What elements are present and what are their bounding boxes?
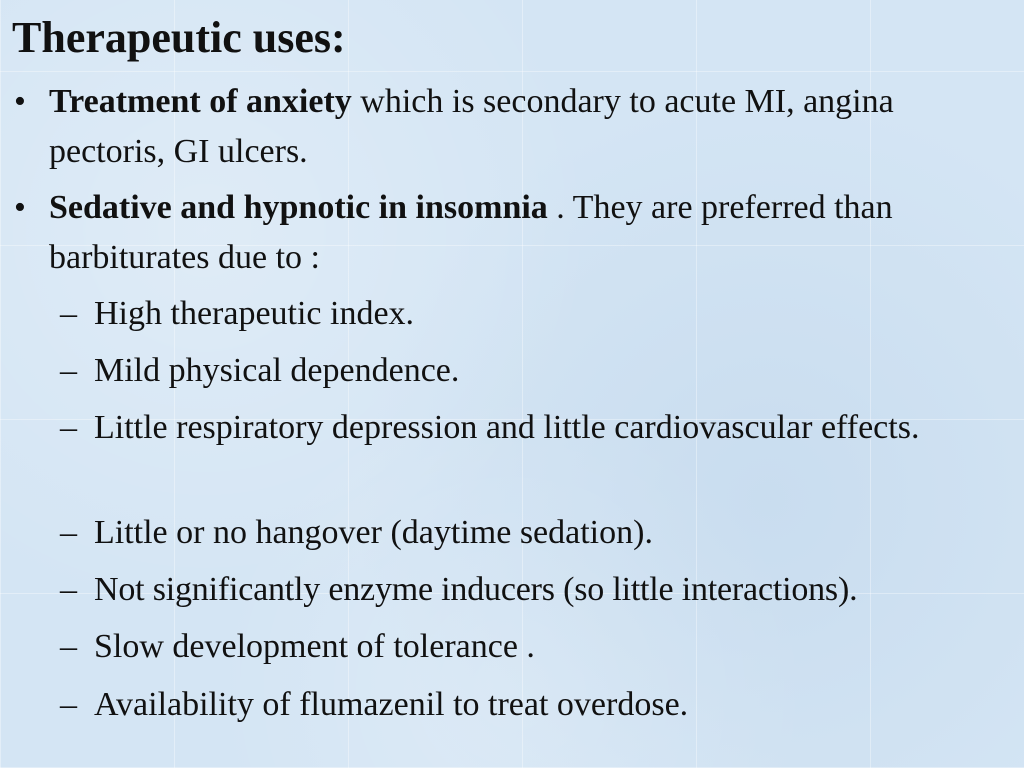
bullet-sedative-hypnotic (14, 183, 1004, 283)
bullet-rest-text: which is secondary to acute MI, angina pectoris, GI ulcers. (49, 83, 894, 170)
bullet-text (49, 183, 1004, 283)
sub-bullet-marker: – (60, 686, 77, 723)
sub-bullet-text: Slow development of tolerance . (94, 628, 535, 665)
sub-bullet-physical-dependence (60, 346, 1020, 396)
bullet-marker: • (14, 189, 26, 226)
sub-bullet-tolerance (60, 622, 1020, 672)
bullet-text (49, 77, 1004, 177)
sub-bullet-hangover (60, 508, 1020, 558)
bullet-bold-text: Sedative and hypnotic in insomnia (49, 189, 548, 226)
sub-bullet-marker: – (60, 628, 77, 665)
bullet-marker: • (14, 83, 26, 120)
sub-bullet-marker: – (60, 571, 77, 608)
sub-bullet-therapeutic-index (60, 289, 1020, 339)
sub-bullet-flumazenil (60, 680, 1020, 730)
sub-bullet-respiratory-depression (60, 403, 1020, 453)
sub-bullet-enzyme-inducers (60, 565, 1020, 615)
sub-bullet-marker: – (60, 514, 77, 551)
bullet-rest-text: . They are preferred than barbiturates due to : (49, 189, 893, 276)
bullet-anxiety (14, 77, 1004, 177)
sub-bullet-marker: – (60, 352, 77, 389)
sub-bullet-text: Not significantly enzyme inducers (so little interactions). (94, 571, 858, 608)
sub-bullet-marker: – (60, 409, 77, 446)
bullet-bold-text: Treatment of anxiety (49, 83, 352, 120)
sub-bullet-text: High therapeutic index. (94, 295, 415, 332)
sub-bullet-text: Little or no hangover (daytime sedation). (94, 514, 653, 551)
sub-bullet-text: Mild physical dependence. (94, 352, 460, 389)
sub-bullet-text: Little respiratory depression and little cardiovascular effects. (94, 409, 920, 446)
slide-title: Therapeutic uses: (12, 13, 346, 62)
sub-bullet-text: Availability of flumazenil to treat overdose. (94, 686, 689, 723)
sub-bullet-marker: – (60, 295, 77, 332)
